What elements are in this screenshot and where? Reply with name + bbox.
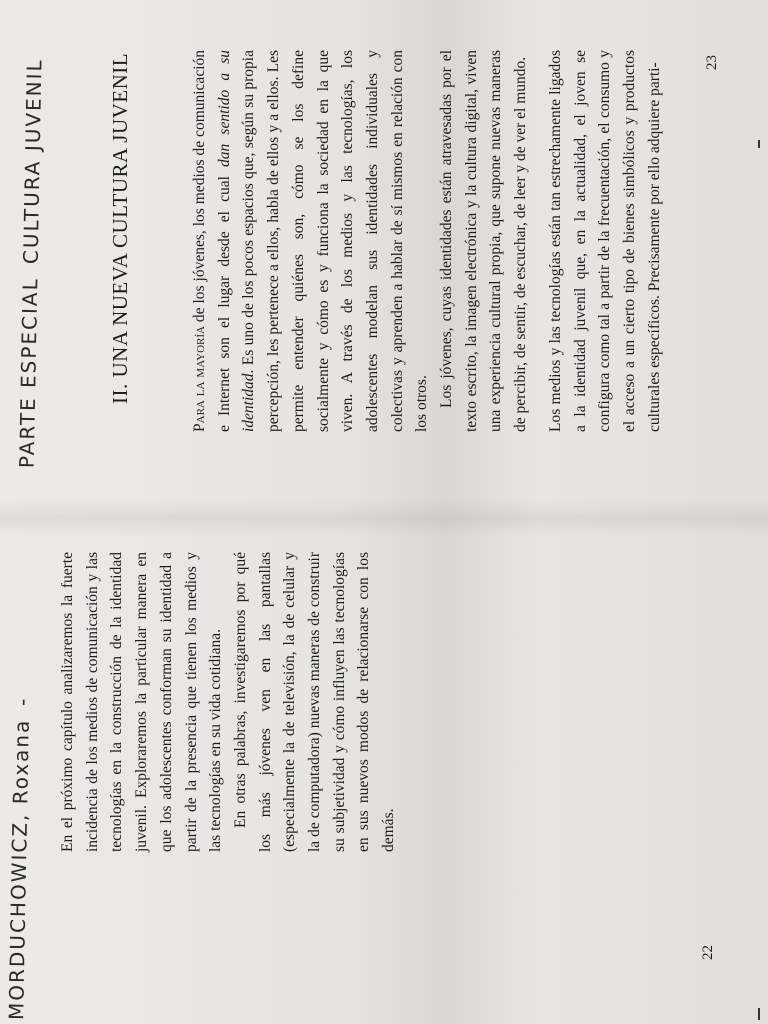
right-page-body-top	[188, 50, 534, 432]
right-page	[0, 0, 768, 496]
right-page-body-bottom	[544, 50, 668, 432]
p1-text-a: de los jóvenes, los medios de comunicación e Internet son el lugar desde el cual	[191, 50, 233, 432]
handwritten-author: MORDUCHOWICZ, Roxana	[4, 718, 34, 1021]
left-paragraph-1: En el próximo capítulo analizaremos la fuerte incidencia de los medios de comunicación y las tecnologías en la construcción de la identidad juvenil. Exploraremos la particular manera en que los adolescentes conforman su identidad a partir de la presencia que tienen los medios y las tecnologías en su vida cotidiana.	[59, 552, 225, 852]
handwritten-subject: CULTURA JUVENIL	[18, 58, 47, 265]
right-paragraph-1	[188, 50, 435, 432]
margin-mark	[758, 140, 760, 148]
smallcaps-lead: Para la mayoría	[191, 326, 208, 432]
p1-italic: dan sentido a su identidad	[215, 50, 258, 432]
margin-mark	[758, 1008, 760, 1020]
handwritten-section: PARTE ESPECIAL	[14, 277, 43, 469]
page-number-right: 23	[704, 55, 720, 70]
left-page	[0, 524, 768, 1024]
p1-text-b: . Es uno de los pocos espacios que, según su propia percepción, les pertenece a ellos, habla de ellos y a ellos. Les permite entender quiénes son, cómo se los define socialmente y cómo es y funciona la sociedad en la que viven. A través de los medios y las tecnologías, los adolescentes modelan sus identidades individuales y colectivas y aprenden a hablar de sí mismos en relación con los otros.	[240, 50, 431, 432]
left-paragraph-2: En otras palabras, investigaremos por qué los más jóvenes ven en las pantallas (especialmente la de televisión, la de celular y la de computadora) nuevas maneras de construir su subjetividad y cómo influyen las tecnologías en sus nuevos modos de relacionarse con los demás.	[231, 552, 398, 852]
chapter-title: II. UNA NUEVA CULTURA JUVENIL	[108, 52, 132, 404]
handwritten-separator: -	[10, 696, 35, 707]
left-page-body	[56, 552, 402, 852]
right-paragraph-3: Los medios y las tecnologías están tan estrechamente ligados a la identidad juvenil que, en la actualidad, el joven se configura como tal a partir de la frecuentación, el consumo y el acceso a un cierto tipo de bienes simbólicos y productos culturales específicos. Precisamente por ello adquiere parti-	[547, 50, 663, 432]
right-paragraph-2: Los jóvenes, cuyas identidades están atravesadas por el texto escrito, la imagen electrónica y la cultura digital, viven una experiencia cultural propia, que supone nuevas maneras de percibir, de sentir, de escuchar, de leer y de ver el mundo.	[438, 50, 530, 432]
page-number-left: 22	[700, 945, 716, 960]
